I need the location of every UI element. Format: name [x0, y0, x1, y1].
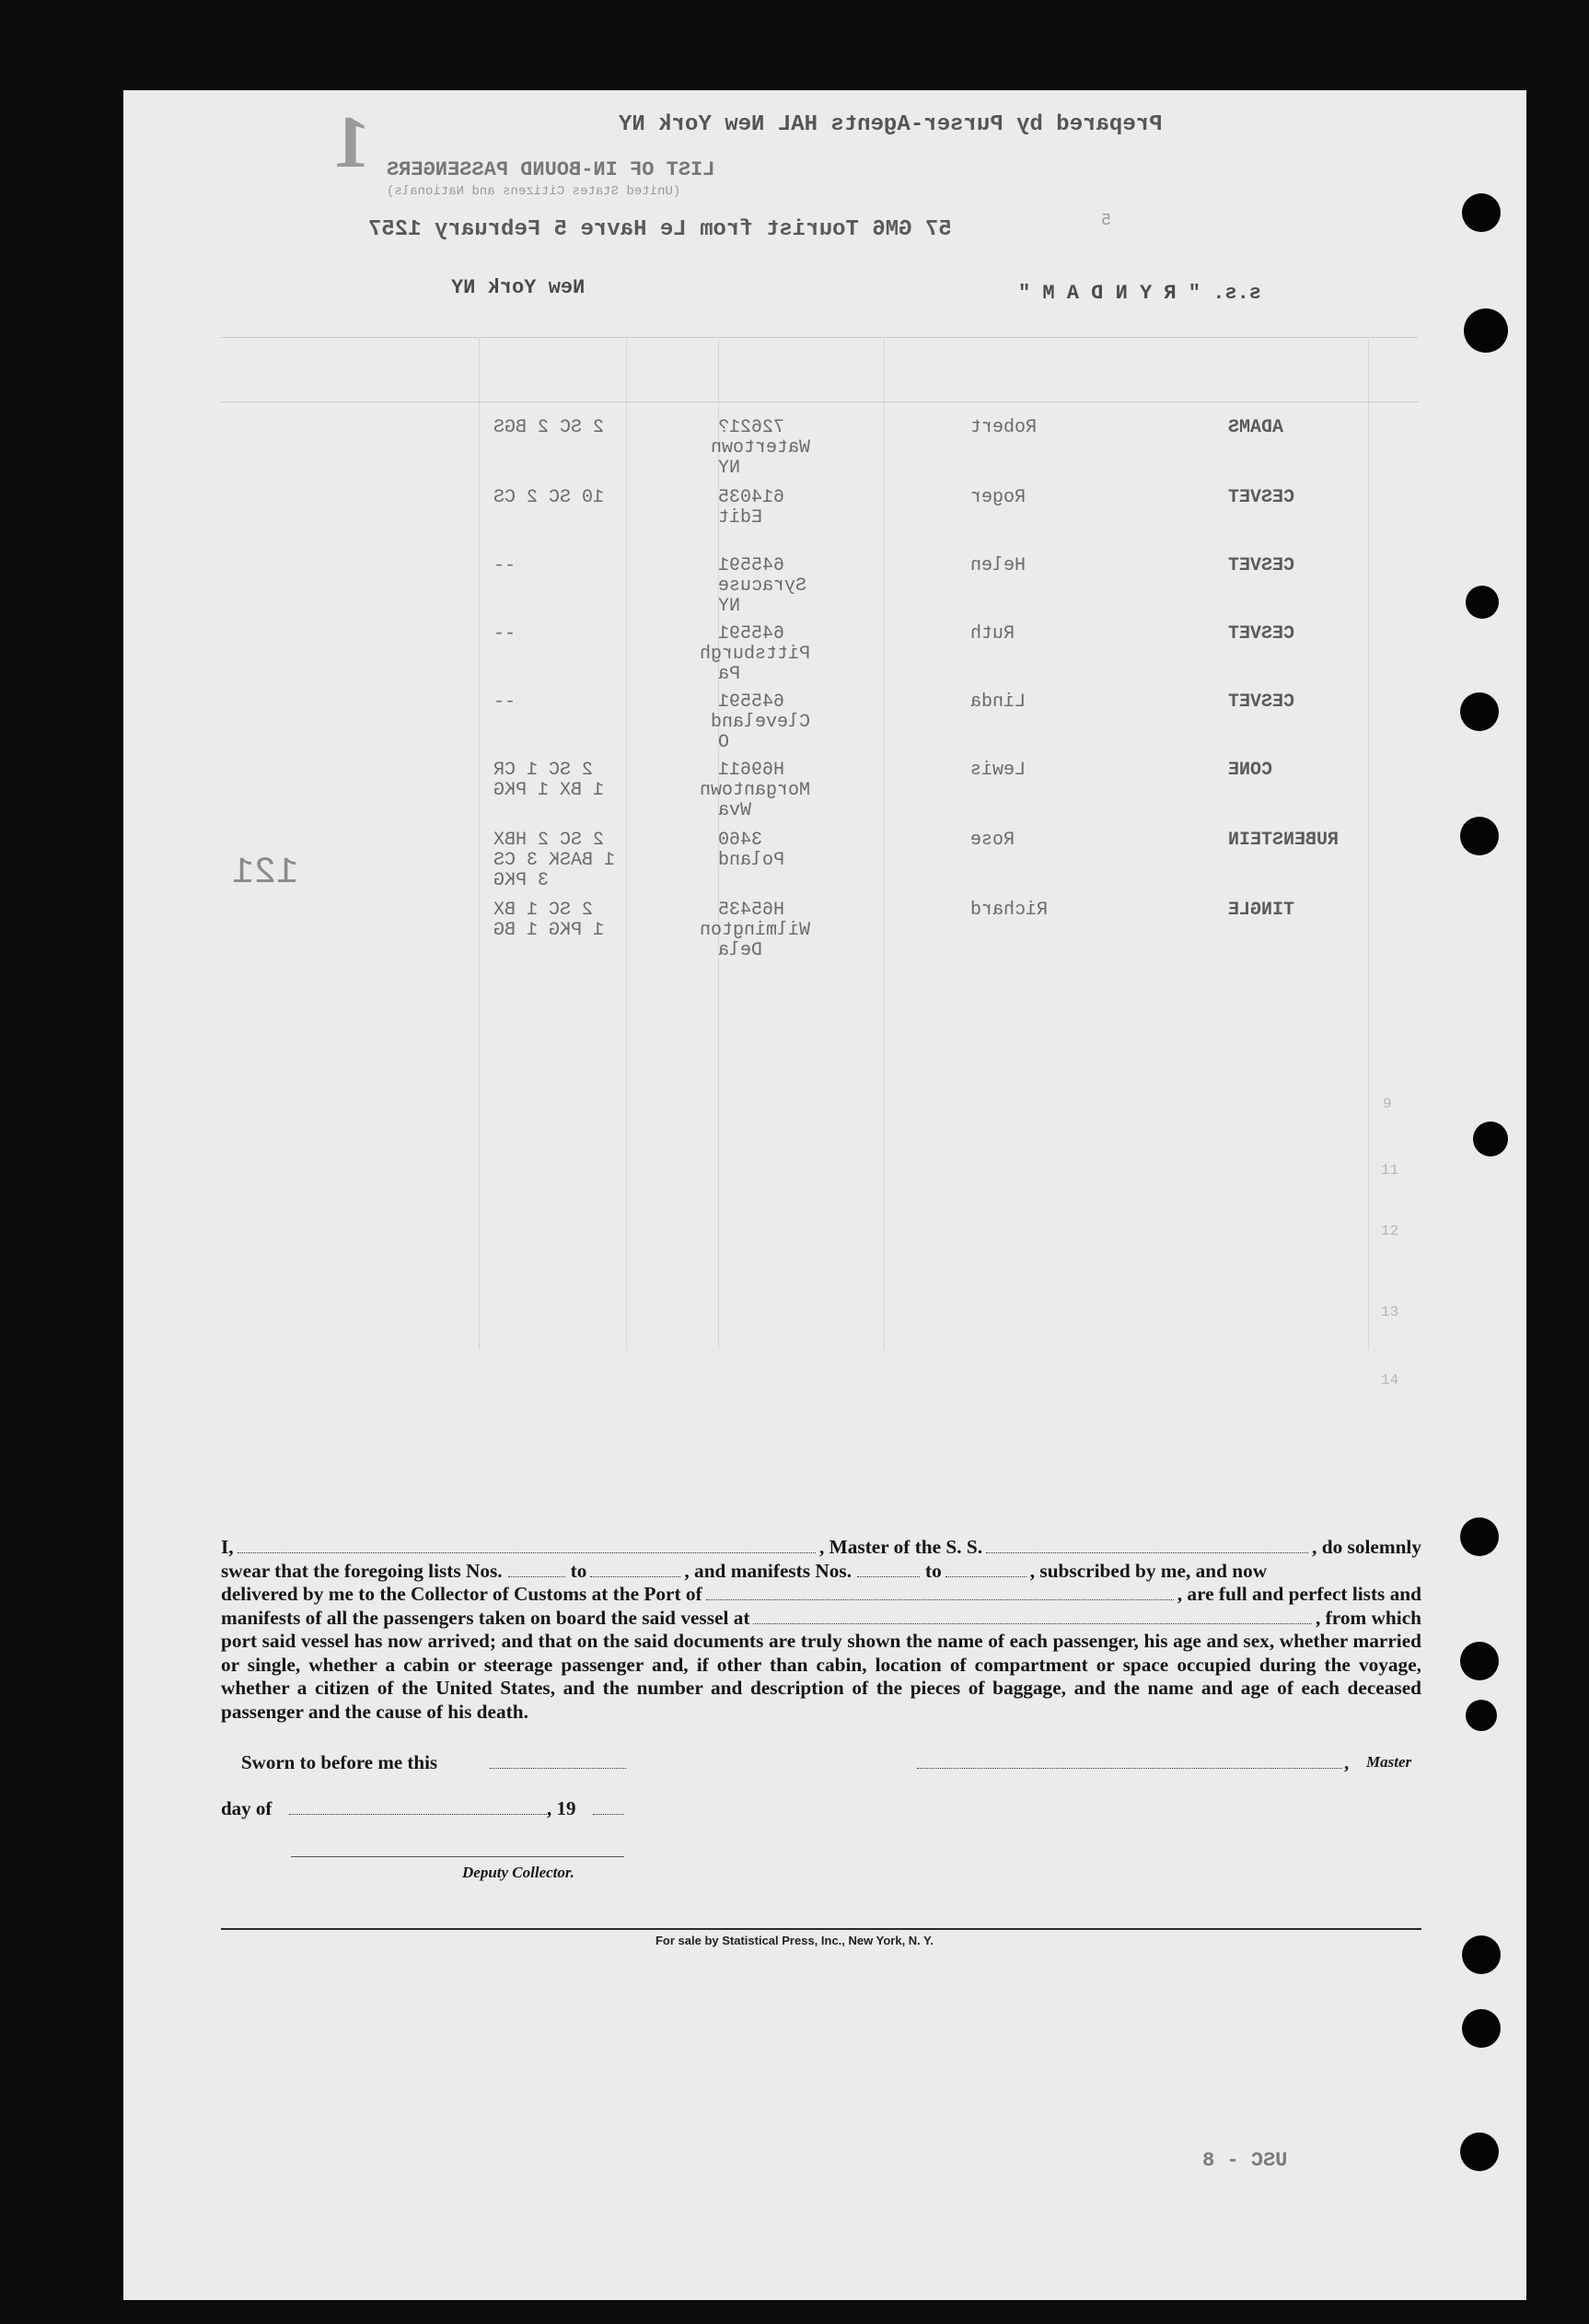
- oath-line-1: I, , Master of the S. S. , do solemnly: [221, 1536, 1421, 1558]
- punch-hole: [1466, 1700, 1497, 1731]
- passenger-surname: CONE: [1228, 760, 1273, 781]
- punch-hole: [1462, 2009, 1501, 2048]
- oath-body: port said vessel has now arrived; and that on the said documents are truly shown the name of each passenger, his age and sex, whether married or single, whether a cabin or steerage passenger and, if other than cabin, location of compartment or space occupied during the voyage, whether a citizen of the United States, and the number and description of the pieces of baggage, and the name and age of each deceased passenger and the cause of his death.: [221, 1630, 1421, 1723]
- master-label: Master: [1366, 1753, 1412, 1771]
- punch-hole: [1464, 308, 1508, 353]
- passenger-given-name: Lewis: [970, 760, 1026, 781]
- year-blank[interactable]: [593, 1808, 624, 1815]
- port-line: New York NY: [451, 276, 586, 299]
- column-rule: [479, 337, 480, 1350]
- oath-line-4: manifests of all the passengers taken on board the said vessel at , from which: [221, 1606, 1421, 1629]
- footer-rule: [221, 1928, 1421, 1930]
- row-number: 9: [1383, 1096, 1392, 1112]
- oath-line-2: swear that the foregoing lists Nos. to , and manifests Nos. to , subscribed by me, and now: [221, 1559, 1268, 1582]
- passenger-surname: TINGLE: [1228, 900, 1295, 921]
- class-line: 57 GM6 Tourist from Le Havre 5 February 1257: [368, 217, 952, 242]
- passenger-address: H69611 Morgantown Wva: [699, 760, 810, 821]
- passenger-given-name: Richard: [970, 900, 1049, 921]
- punch-hole: [1460, 1517, 1499, 1556]
- sworn-label: Sworn to before me this: [241, 1751, 438, 1773]
- manifest-sheet: [123, 90, 1526, 2300]
- sworn-date-blank[interactable]: [490, 1762, 626, 1769]
- punch-hole: [1460, 817, 1499, 855]
- passenger-baggage: --: [493, 623, 516, 645]
- passenger-given-name: Roger: [970, 487, 1026, 508]
- printer-credit: For sale by Statistical Press, Inc., New York, N. Y.: [655, 1934, 934, 1947]
- deputy-signature-blank[interactable]: [291, 1851, 624, 1857]
- list-to-blank[interactable]: [590, 1571, 680, 1577]
- name-blank[interactable]: [238, 1547, 816, 1553]
- header-rule: [221, 401, 1418, 402]
- passenger-given-name: Linda: [970, 691, 1026, 713]
- row-number: 11: [1381, 1162, 1399, 1179]
- passenger-address: 645591 Pittsburgh Pa: [699, 623, 810, 685]
- passenger-surname: RUBENSTEIN: [1228, 830, 1340, 851]
- deputy-label: Deputy Collector.: [462, 1864, 574, 1881]
- list-subtitle: (United States Citizens and Nationals): [387, 184, 681, 199]
- punch-hole: [1466, 586, 1499, 619]
- passenger-baggage: 2 SC 1 BX 1 PKG 1 BG: [493, 900, 605, 941]
- vessel-blank[interactable]: [986, 1547, 1308, 1553]
- passenger-baggage: 10 SC 2 CS: [493, 487, 605, 508]
- master-oath: [221, 1536, 1421, 1724]
- passenger-address: 614035 Edit: [718, 487, 785, 529]
- list-from-blank[interactable]: [508, 1571, 565, 1577]
- vessel-line: s.s. " R Y N D A M ": [1018, 282, 1262, 305]
- passenger-surname: ADAMS: [1228, 417, 1284, 438]
- passenger-surname: CESVET: [1228, 487, 1295, 508]
- row-number: 12: [1381, 1223, 1399, 1239]
- punch-hole: [1460, 2132, 1499, 2171]
- passenger-address: 645591 Syracuse NY: [718, 555, 807, 617]
- punch-hole: [1460, 1642, 1499, 1680]
- master-comma: ,: [1344, 1751, 1350, 1773]
- passenger-address: 3460 Poland: [718, 830, 785, 871]
- master-signature-blank[interactable]: [917, 1762, 1342, 1769]
- bottom-stamp: USC - 8: [1202, 2149, 1288, 2172]
- passenger-baggage: 2 SC 1 CR 1 BX 1 PKG: [493, 760, 605, 801]
- passenger-surname: CESVET: [1228, 555, 1295, 576]
- column-rule: [1368, 337, 1369, 1350]
- port-blank[interactable]: [706, 1594, 1174, 1600]
- manifest-to-blank[interactable]: [945, 1571, 1026, 1577]
- stamp-number: 1: [333, 102, 370, 183]
- passenger-address: 645591 Cleveland O: [710, 691, 810, 753]
- day-of-blank[interactable]: [289, 1808, 549, 1815]
- row-number: 13: [1381, 1304, 1399, 1320]
- passenger-given-name: Rose: [970, 830, 1015, 851]
- passenger-baggage: --: [493, 555, 516, 576]
- list-title: LIST OF IN-BOUND PASSENGERS: [387, 158, 715, 181]
- departure-port-blank[interactable]: [753, 1618, 1312, 1624]
- passenger-address: 72621? Watertown NY: [710, 417, 810, 479]
- margin-note: 121: [232, 853, 299, 894]
- row-number: 14: [1381, 1372, 1399, 1389]
- punch-hole: [1460, 692, 1499, 731]
- header-rule: [221, 337, 1418, 338]
- passenger-given-name: Robert: [970, 417, 1038, 438]
- punch-hole: [1462, 193, 1501, 232]
- passenger-baggage: 2 SC 2 HBX 1 BASK 3 CS 3 PKG: [493, 830, 616, 891]
- oath-line-3: delivered by me to the Collector of Customs at the Port of , are full and perfect lists and: [221, 1583, 1421, 1605]
- passenger-surname: CESVET: [1228, 691, 1295, 713]
- passenger-given-name: Helen: [970, 555, 1026, 576]
- passenger-address: H65435 Wilmington Dela: [699, 900, 810, 961]
- column-rule: [884, 337, 885, 1350]
- passenger-given-name: Ruth: [970, 623, 1015, 645]
- sheet-number: 5: [1101, 212, 1111, 230]
- manifest-from-blank[interactable]: [857, 1571, 920, 1577]
- punch-hole: [1473, 1121, 1508, 1156]
- passenger-surname: CESVET: [1228, 623, 1295, 645]
- day-of-label: day of: [221, 1797, 273, 1819]
- passenger-baggage: 2 SC 2 BGS: [493, 417, 605, 438]
- passenger-baggage: --: [493, 691, 516, 713]
- prepared-by-line: Prepared by Purser-Agents HAL New York NY: [619, 112, 1163, 137]
- year-label: , 19: [547, 1797, 576, 1819]
